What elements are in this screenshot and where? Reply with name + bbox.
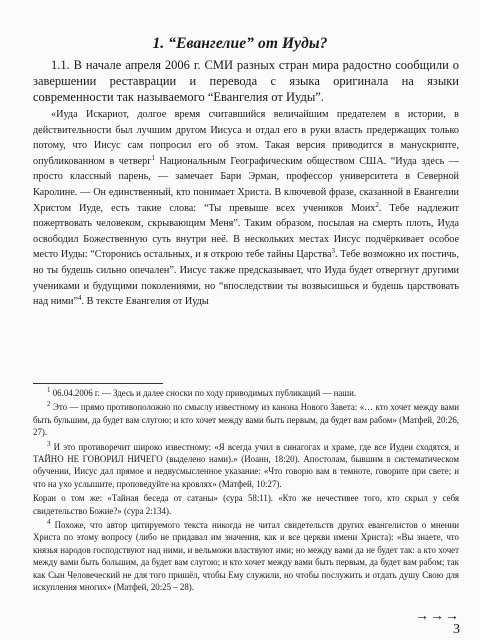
footnote-1 [33,387,459,399]
footnote-number-4: 4 [47,518,51,527]
page-number: 3 [453,622,460,637]
intro-paragraph: 1.1. В начале апреля 2006 г. СМИ разных стран мира радостно сообщили о завершении реставрации и перевода с языка оригинала на языки современности так называемого “Евангелия от Иуды”. [33,58,459,105]
footnote-ref-4[interactable]: 4 [78,294,82,303]
footnote-number-3: 3 [47,439,51,448]
quote-text-3: . Тебе надлежит пожертвовать человеком, скрывающим Меня”. Таким образом, посылая на смерть плоть, Иуда освободил Божественную суть внутри неё. В нескольких местах Иисус подчёркивает особое место Иуды: “Сторонись остальных, и я открою тебе тайны Царства [33,202,460,261]
footnote-number-2: 2 [47,400,51,409]
quote-text-1: «Иуда Искариот, долгое время считавшийся величайшим предателем в истории, в действительности был лучшим другом Иисуса и отдал его в руки власть предержащих только потому, что Иисус сам попросил его об этом. Такая версия приводится в манускрипте, опубликованном в четверг [33,109,459,167]
quote-text-5: . В тексте Евангелия от Иуды [81,296,209,308]
footnote-2 [33,401,459,438]
footnote-ref-1[interactable]: 1 [151,153,155,162]
continue-arrows-icon: →→→ [415,609,460,624]
footnote-4 [33,519,459,593]
footnote-text-4: Похоже, что автор цитируемого текста никогда не читал свидетельств других евангелистов о мнении Христа по этому вопросу (либо не придавал им значения, как и все церкви имени Христа): «Вы знаете, что князья народов господствуют над ними, и вельможи властвуют ими; но между вами да не будет так: а кто хочет между вами быть большим, да будет вам слугою; и кто хочет между вами быть первым, да будет вам рабом; так как Сын Человеческий не для того пришёл, чтобы Ему служили, но чтобы послужить и отдать душу Свою для искупления многих» (Матфей, 20:25 – 28). [33,520,459,593]
footnote-text-2: Это — прямо противоположно по смыслу известному из канона Нового Завета: «… кто хочет между вами быть бульшим, да будет вам слугою; и кто хочет между вами быть первым, да будет вам рабом» (Матфей, 20:26, 27). [33,402,459,438]
quote-text-2: Национальным Географическим обществом США. “Иуда здесь — просто классный парень, — замечает Бари Эрман, профессор университета в Северной Каролине. — Он единственный, кто понимает Христа. В ключевой фразе, сказанной в Евангелии Христом Иуде, есть такие слова: “Ты превыше всех учеников Моих [33,155,459,214]
footnote-3-continuation: Коран о том же: «Тайная беседа от сатаны» (сура 58:11). «Кто же нечестивее того, кто скрыл у себя свидетельство Божие?» (сура 2:134). [33,493,459,516]
section-heading: 1. “Евангелие” от Иуды? [152,35,328,52]
quote-paragraph [33,107,459,310]
footnote-3 [33,441,459,491]
quote-text-4: . Тебе возможно их постичь, но ты будешь сильно опечален”. Иисус также предсказывает, что Иуда будет отвергнут другими учениками и будущими поколениями, но “впоследствии ты возвысишься и будешь царствовать над ними” [33,249,459,308]
footnote-number-1: 1 [47,386,51,394]
footnote-ref-3[interactable]: 3 [331,247,336,256]
footnote-text-1: 06.04.2006 г. — Здесь и далее сноски по ходу приводимых публикаций — наши. [50,388,357,398]
footnote-separator [33,383,163,384]
footnote-text-3: И это противоречит широко известному: «Я всегда учил в синагогах и храме, где все Иудеи сходятся, и ТАЙНО НЕ ГОВОРИЛ НИЧЕГО (выделено нами).» (Иоанн, 18:20). Апостолам, бывшим в систематическом обучении, Иисус дал прямое и недвусмысленное указание: «Что говорю вам в темноте, говорите при свете; и что на ухо услышите, проповедуйте на кровлях» (Матфей, 10:27). [33,441,459,489]
footnote-ref-2[interactable]: 2 [375,200,379,209]
footnotes [33,387,459,596]
